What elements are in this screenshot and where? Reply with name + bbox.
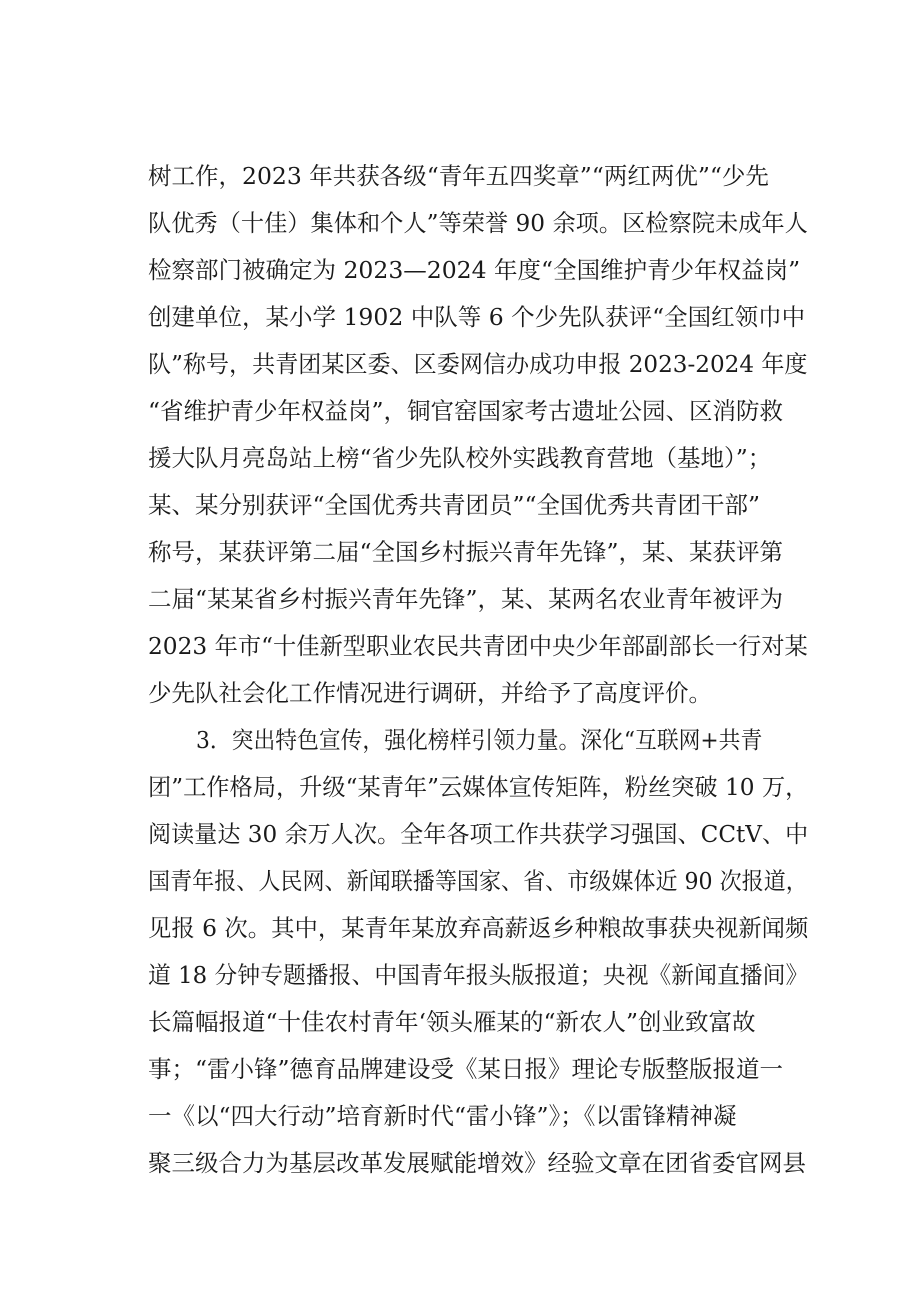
text-line: 阅读量达 30 余万人次。全年各项工作共获学习强国、CCtV、中 [148, 820, 809, 848]
text-line: 二届“某某省乡村振兴青年先锋”，某、某两名农业青年被评为 [148, 585, 784, 613]
text-line: 某、某分别获评“全国优秀共青团员”“全国优秀共青团干部” [148, 491, 761, 519]
text-line: 见报 6 次。其中，某青年某放弃高薪返乡种粮故事获央视新闻频 [148, 914, 809, 942]
text-line: 2023 年市“十佳新型职业农民共青团中央少年部副部长一行对某 [148, 632, 808, 660]
text-line: 创建单位，某小学 1902 中队等 6 个少先队获评“全国红领巾中 [148, 303, 806, 331]
text-line: 树工作，2023 年共获各级“青年五四奖章”“两红两优”“少先 [148, 162, 769, 190]
text-line: 长篇幅报道“十佳农村青年‘领头雁某的“新农人”创业致富故 [148, 1008, 756, 1036]
text-line: 检察部门被确定为 2023—2024 年度“全国维护青少年权益岗” [148, 256, 801, 284]
text-line: 一《以“四大行动”培育新时代“雷小锋”》；《以雷锋精神凝 [148, 1102, 737, 1130]
text-line: 称号，某获评第二届“全国乡村振兴青年先锋”，某、某获评第 [148, 538, 784, 566]
text-line: 队”称号，共青团某区委、区委网信办成功申报 2023-2024 年度 [148, 350, 808, 378]
text-line: 援大队月亮岛站上榜“省少先队校外实践教育营地（基地）”； [148, 444, 772, 472]
text-line: 团”工作格局，升级“某青年”云媒体宣传矩阵，粉丝突破 10 万， [148, 773, 809, 801]
text-line: 聚三级合力为基层改革发展赋能增效》经验文章在团省委官网县 [148, 1149, 806, 1177]
text-line: 道 18 分钟专题播报、中国青年报头版报道；央视《新闻直播间》 [148, 961, 809, 989]
text-line: 队优秀（十佳）集体和个人”等荣誉 90 余项。区检察院未成年人 [148, 209, 808, 237]
text-line: 国青年报、人民网、新闻联播等国家、省、市级媒体近 90 次报道， [148, 867, 808, 895]
text-line: 事；“雷小锋”德育品牌建设受《某日报》理论专版整版报道一 [148, 1055, 784, 1083]
text-line: 少先队社会化工作情况进行调研，并给予了高度评价。 [148, 679, 712, 707]
text-line: “省维护青少年权益岗”，铜官窑国家考古遗址公园、区消防救 [148, 397, 784, 425]
section-heading-line: 3．突出特色宣传，强化榜样引领力量。深化“互联网+共青 [196, 726, 763, 754]
